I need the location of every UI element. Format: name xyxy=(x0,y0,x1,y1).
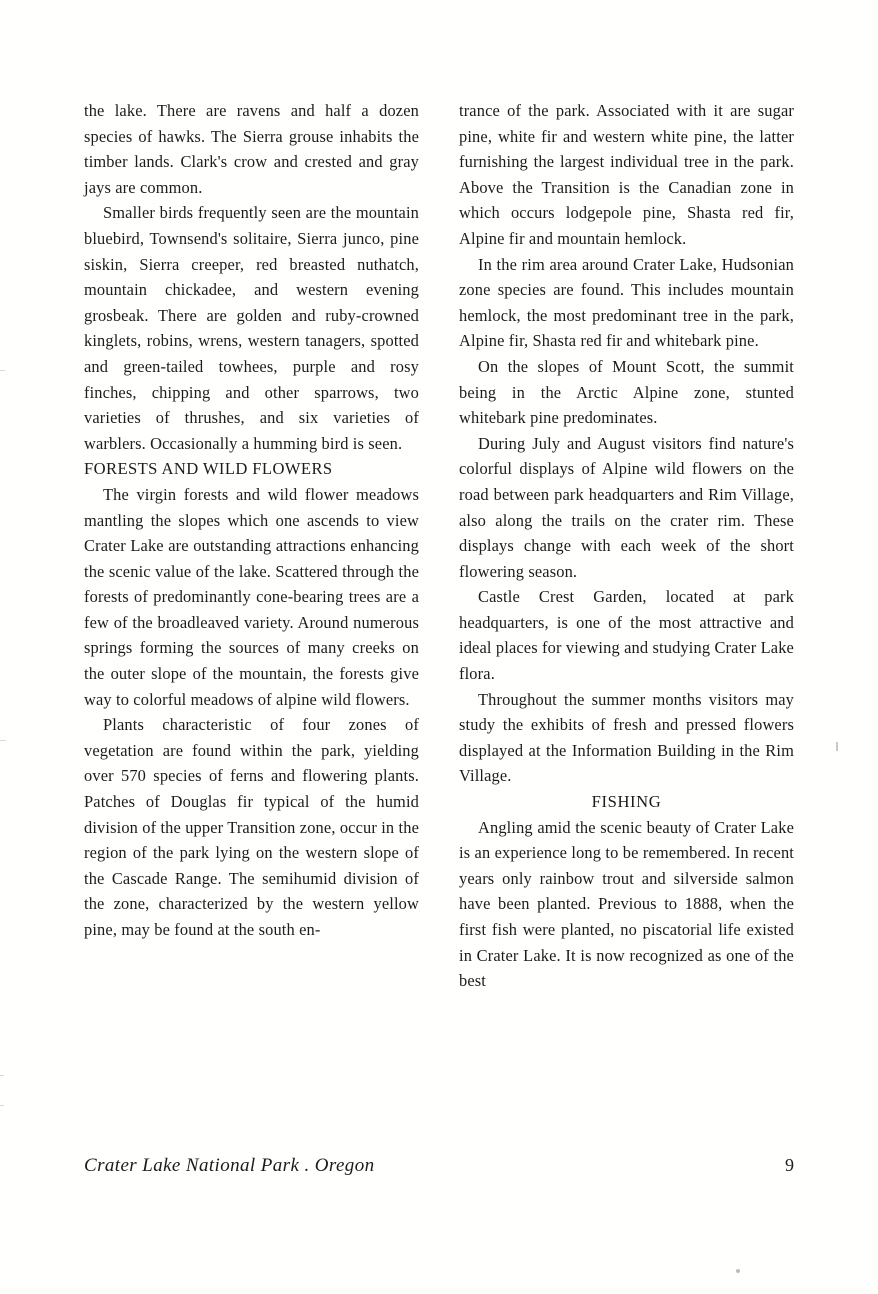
section-heading-forests: FORESTS AND WILD FLOWERS xyxy=(84,459,333,479)
left-column xyxy=(84,98,419,994)
paragraph: Castle Crest Garden, located at park headquarters, is one of the most attractive and ideal places for viewing and studying Crater Lake flora. xyxy=(459,587,794,684)
paragraph: On the slopes of Mount Scott, the summit being in the Arctic Alpine zone, stunted whitebark pine predominates. xyxy=(459,356,794,428)
page-speck xyxy=(836,742,838,751)
page-speck xyxy=(736,1269,740,1273)
paragraph: In the rim area around Crater Lake, Hudsonian zone species are found. This includes mountain hemlock, the most predominant tree in the park, Alpine fir, Shasta red fir and whitebark pine. xyxy=(459,254,794,351)
right-column xyxy=(459,98,794,994)
page-edge-mark xyxy=(0,1075,4,1076)
paragraph: trance of the park. Associated with it are sugar pine, white fir and western white pine, the latter furnishing the largest individual tree in the park. Above the Transition is the Canadian zone in which occurs lodgepole pine, Shasta red fir, Alpine fir and mountain hemlock. xyxy=(459,101,794,248)
page-number: 9 xyxy=(785,1155,794,1175)
section-heading-fishing: FISHING xyxy=(591,792,662,812)
page-edge-mark xyxy=(0,1105,4,1106)
paragraph: Plants characteristic of four zones of vegetation are found within the park, yielding over 570 species of ferns and flowering plants. Patches of Douglas fir typical of the humid division of the upper Transition zone, occur in the region of the park lying on the western slope of the Cascade Range. The semihumid division of the zone, characterized by the western yellow pine, may be found at the south en- xyxy=(84,715,419,939)
paragraph: The virgin forests and wild flower meadows mantling the slopes which one ascends to view Crater Lake are outstanding attractions enhancing the scenic value of the lake. Scattered through the forests of predominantly cone-bearing trees are a few of the broadleaved variety. Around numerous springs forming the sources of many creeks on the outer slope of the mountain, the forests give way to colorful meadows of alpine wild flowers. xyxy=(84,484,419,709)
paragraph: During July and August visitors find nature's colorful displays of Alpine wild flowers on the road between park headquarters and Rim Village, also along the trails on the crater rim. These displays change with each week of the short flowering season. xyxy=(459,433,794,581)
body-columns xyxy=(84,98,794,994)
paragraph: Angling amid the scenic beauty of Crater Lake is an experience long to be remembered. In recent years only rainbow trout and silverside salmon have been planted. Previous to 1888, when the first fish were planted, no piscatorial life existed in Crater Lake. It is now recognized as one of the best xyxy=(459,817,794,991)
page-edge-mark xyxy=(0,370,5,371)
page-edge-mark xyxy=(0,740,6,741)
page-footer xyxy=(84,1155,794,1177)
footer-title: Crater Lake National Park . Oregon xyxy=(84,1155,375,1176)
paragraph: Throughout the summer months visitors may study the exhibits of fresh and pressed flowers displayed at the Information Building in the Rim Village. xyxy=(459,689,794,786)
paragraph: the lake. There are ravens and half a dozen species of hawks. The Sierra grouse inhabits the timber lands. Clark's crow and crested and gray jays are common. xyxy=(84,101,419,197)
paragraph: Smaller birds frequently seen are the mountain bluebird, Townsend's solitaire, Sierra junco, pine siskin, Sierra creeper, red breasted nuthatch, mountain chickadee, and western evening grosbeak. There are golden and ruby-crowned kinglets, robins, wrens, western tanagers, spotted and green-tailed towhees, purple and rosy finches, chipping and other sparrows, two varieties of thrushes, and six varieties of warblers. Occasionally a humming bird is seen. xyxy=(84,203,419,453)
